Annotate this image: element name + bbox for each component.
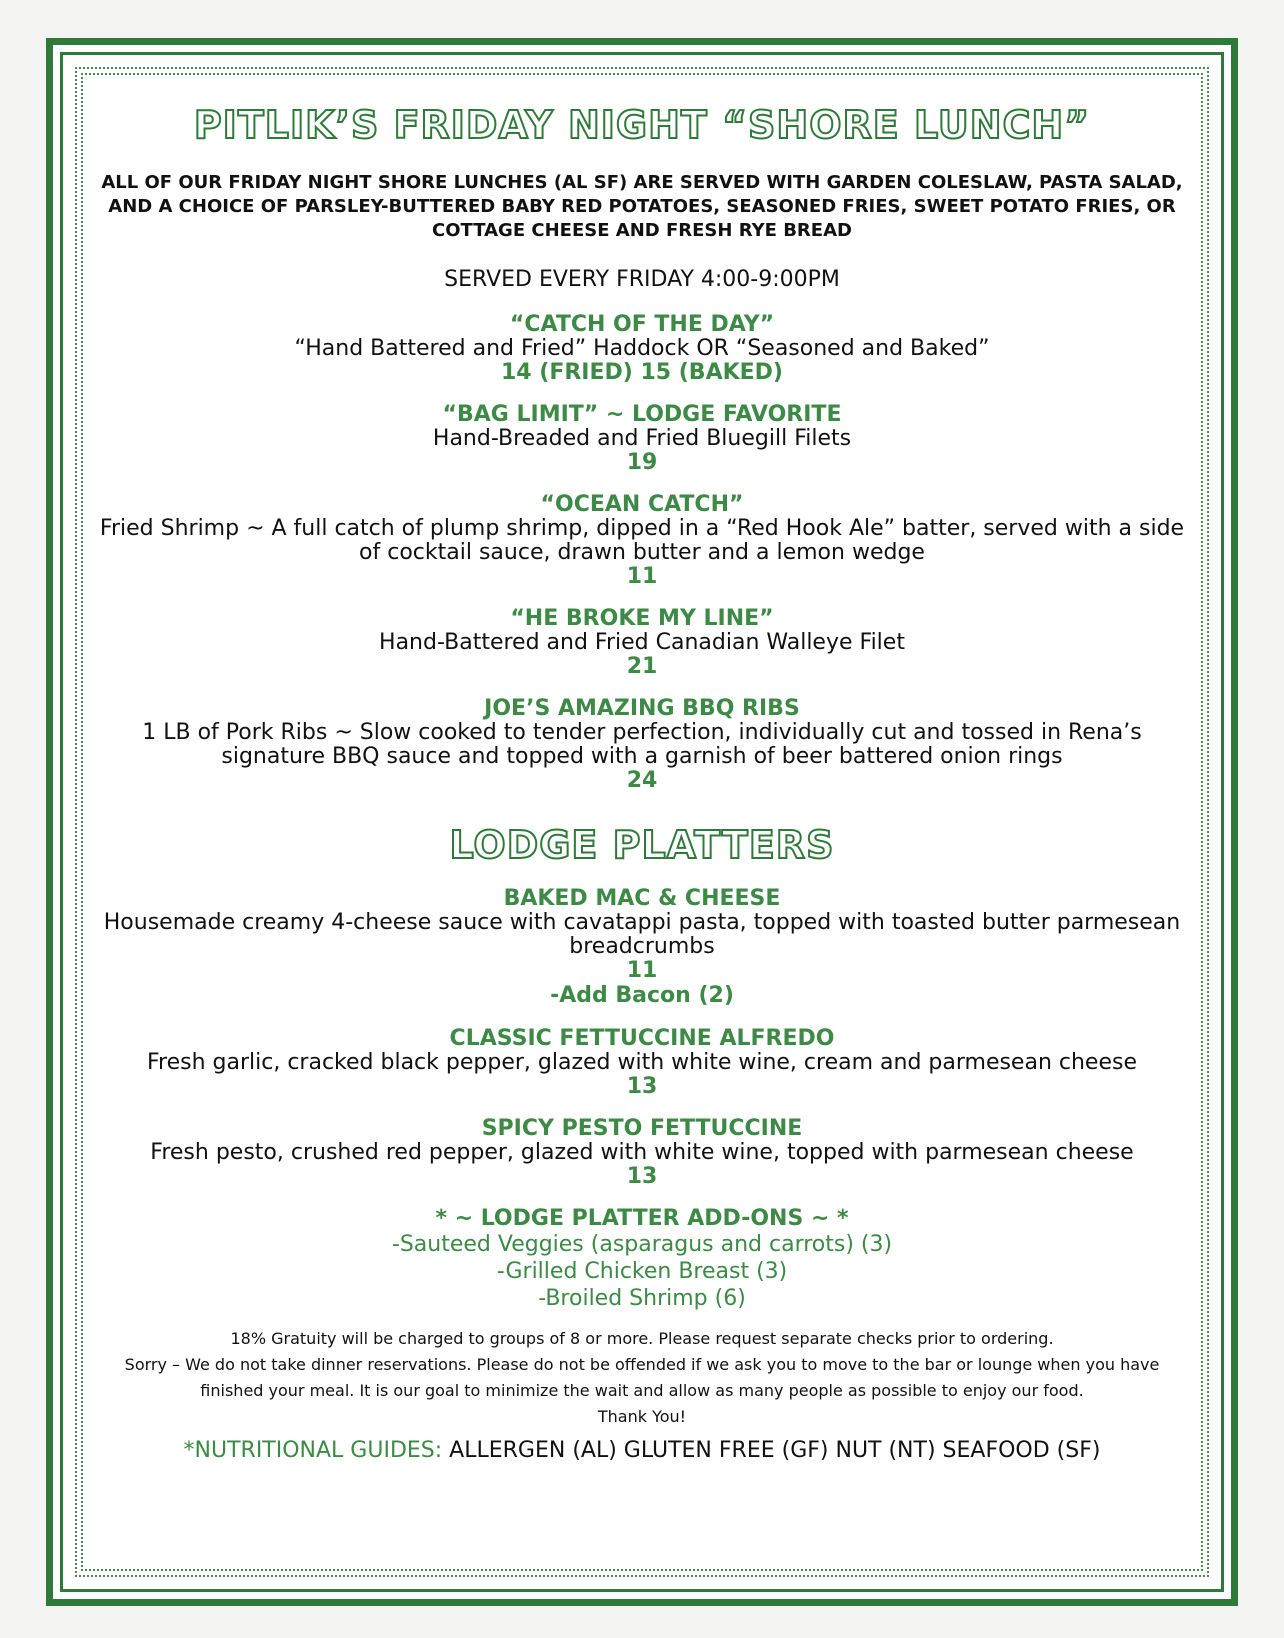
lodge-platters-heading: LODGE PLATTERS (449, 823, 835, 867)
menu-item-mac-and-cheese (93, 887, 1191, 1009)
item-title: “BAG LIMIT” ~ LODGE FAVORITE (442, 402, 842, 427)
item-price: 13 (626, 1164, 658, 1189)
menu-title: PITLIK’S FRIDAY NIGHT “SHORE LUNCH” (193, 103, 1091, 147)
item-price: 24 (626, 768, 658, 793)
item-price: 11 (626, 958, 658, 983)
item-price: 19 (626, 450, 658, 475)
thank-you-note: Thank You! (597, 1407, 687, 1426)
guides-text: ALLERGEN (AL) GLUTEN FREE (GF) NUT (NT) SEAFOOD (SF) (449, 1438, 1101, 1463)
item-description: 1 LB of Pork Ribs ~ Slow cooked to tender perfection, individually cut and tossed in Rena’s signature BBQ sauce and topped with a garnish of beer battered onion rings (142, 720, 1142, 769)
item-title: “CATCH OF THE DAY” (509, 312, 775, 337)
item-title: JOE’S AMAZING BBQ RIBS (484, 696, 800, 721)
lodge-platters-section (93, 887, 1191, 1312)
add-on-item: -Broiled Shrimp (6) (538, 1286, 746, 1311)
menu-page (46, 38, 1238, 1606)
item-description: Fresh pesto, crushed red pepper, glazed with white wine, topped with parmesean cheese (150, 1140, 1134, 1165)
item-price: 11 (626, 564, 658, 589)
item-title: “OCEAN CATCH” (540, 492, 744, 517)
intro-text: ALL OF OUR FRIDAY NIGHT SHORE LUNCHES (AL SF) ARE SERVED WITH GARDEN COLESLAW, PASTA SALAD, AND A CHOICE OF PARSLEY-BUTTERED BABY RED POTATOES, SEASONED FRIES, SWEET POTATO FRIES, OR COTTAGE CHEESE AND FRESH RYE BREAD (101, 172, 1183, 241)
item-price: 21 (626, 654, 658, 679)
menu-item-ocean-catch (93, 493, 1191, 589)
reservations-note: Sorry – We do not take dinner reservations. Please do not be offended if we ask you to move to the bar or lounge when you have finished your meal. It is our goal to minimize the wait and allow as many people as possible to enjoy our food. (124, 1355, 1160, 1400)
add-on-item: -Sauteed Veggies (asparagus and carrots) (3) (391, 1232, 893, 1257)
item-title: CLASSIC FETTUCCINE ALFREDO (449, 1026, 835, 1051)
guides-label: *NUTRITIONAL GUIDES: (183, 1438, 443, 1463)
item-price: 13 (626, 1074, 658, 1099)
nutritional-guides (93, 1436, 1191, 1466)
item-description: Housemade creamy 4-cheese sauce with cavatappi pasta, topped with toasted butter parmesean breadcrumbs (103, 910, 1181, 959)
menu-item-catch-of-the-day (93, 313, 1191, 385)
item-description: Hand-Battered and Fried Canadian Walleye Filet (379, 630, 905, 655)
item-title: SPICY PESTO FETTUCCINE (481, 1116, 803, 1141)
item-title: “HE BROKE MY LINE” (510, 606, 774, 631)
gratuity-note: 18% Gratuity will be charged to groups of 8 or more. Please request separate checks prior to ordering. (230, 1329, 1054, 1348)
item-price: 14 (FRIED) 15 (BAKED) (500, 360, 783, 385)
item-description: Fried Shrimp ~ A full catch of plump shrimp, dipped in a “Red Hook Ale” batter, served with a side of cocktail sauce, drawn butter and a lemon wedge (99, 516, 1185, 565)
menu-item-bag-limit (93, 403, 1191, 475)
item-description: Fresh garlic, cracked black pepper, glazed with white wine, cream and parmesean cheese (146, 1050, 1137, 1075)
item-description: “Hand Battered and Fried” Haddock OR “Seasoned and Baked” (294, 336, 990, 361)
add-on-item: -Grilled Chicken Breast (3) (496, 1259, 788, 1284)
menu-item-bbq-ribs (93, 697, 1191, 793)
menu-content (93, 97, 1191, 1466)
served-hours: SERVED EVERY FRIDAY 4:00-9:00PM (444, 267, 840, 292)
item-description: Hand-Breaded and Fried Bluegill Filets (432, 426, 852, 451)
footer-notes (93, 1326, 1191, 1430)
menu-item-fettuccine-alfredo (93, 1027, 1191, 1099)
add-ons-title: * ~ LODGE PLATTER ADD-ONS ~ * (435, 1206, 849, 1231)
item-title: BAKED MAC & CHEESE (503, 886, 781, 911)
menu-item-pesto-fettuccine (93, 1117, 1191, 1189)
platter-add-ons (93, 1207, 1191, 1312)
menu-item-he-broke-my-line (93, 607, 1191, 679)
item-add-on: -Add Bacon (2) (550, 983, 734, 1008)
